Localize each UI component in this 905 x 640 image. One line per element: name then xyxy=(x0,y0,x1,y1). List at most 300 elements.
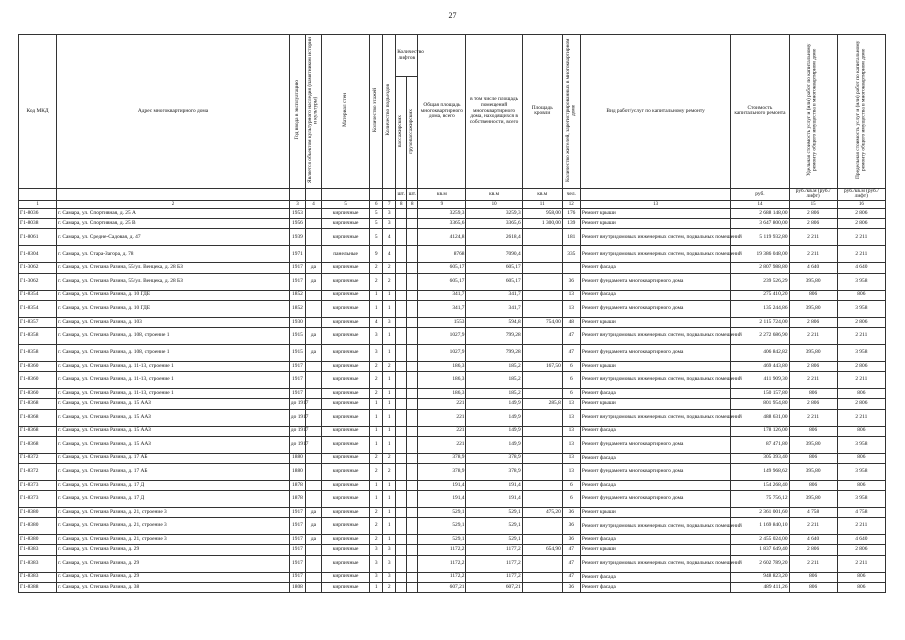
cell-own-area: 7090,4 xyxy=(466,246,522,263)
cell-max-cost: 2 806 xyxy=(837,361,885,371)
cell-heritage xyxy=(305,300,321,317)
cell-code: Г1-8373 xyxy=(19,480,57,490)
cell-total-area: 529,1 xyxy=(418,508,466,518)
cell-address: г. Самара, ул. Стара-Загора, д. 78 xyxy=(57,246,290,263)
table-body xyxy=(19,209,886,593)
cell-max-cost: 3 958 xyxy=(837,436,885,453)
cell-address: г. Самара, ул. Степана Разина, д. 17 Д xyxy=(57,480,290,490)
cell-roof-area xyxy=(522,426,562,436)
column-number: 12 xyxy=(562,201,580,209)
cell-lifts-pass xyxy=(396,361,407,371)
cell-own-area: 185,2 xyxy=(466,372,522,389)
units-row xyxy=(19,188,886,200)
cell-residents xyxy=(562,263,580,273)
cell-unit-cost: 2 806 xyxy=(789,317,837,327)
cell-entrances: 1 xyxy=(383,300,396,317)
cell-lifts-pass xyxy=(396,300,407,317)
cell-unit-cost: 2 806 xyxy=(789,399,837,409)
cell-heritage xyxy=(305,480,321,490)
cell-own-area: 1177,2 xyxy=(466,572,522,582)
cell-lifts-pass xyxy=(396,545,407,555)
unit-cell: руб./кв.м (руб./лифт) xyxy=(837,188,885,200)
cell-floors: 1 xyxy=(370,290,383,300)
cell-code: Г1-8380 xyxy=(19,535,57,545)
cell-heritage xyxy=(305,389,321,399)
cell-heritage xyxy=(305,463,321,480)
table-row xyxy=(19,327,886,344)
header-lifts-cargo: грузопассажирских xyxy=(408,108,415,154)
cell-own-area: 149,9 xyxy=(466,399,522,409)
table-row xyxy=(19,582,886,592)
cell-cost: 149 968,62 xyxy=(731,463,789,480)
cell-lifts-cargo xyxy=(407,555,418,572)
cell-address: г. Самара, ул. Степана Разина, д. 29 xyxy=(57,572,290,582)
table-row xyxy=(19,491,886,508)
cell-unit-cost: 2 211 xyxy=(789,518,837,535)
cell-floors: 3 xyxy=(370,545,383,555)
unit-cell xyxy=(322,188,370,200)
cell-floors: 1 xyxy=(370,426,383,436)
cell-floors: 2 xyxy=(370,508,383,518)
cell-heritage xyxy=(305,372,321,389)
cell-roof-area: 754,00 xyxy=(522,317,562,327)
cell-lifts-cargo xyxy=(407,582,418,592)
cell-lifts-cargo xyxy=(407,453,418,463)
cell-total-area: 221 xyxy=(418,426,466,436)
cell-heritage xyxy=(305,491,321,508)
cell-total-area: 1172,2 xyxy=(418,555,466,572)
cell-residents: 36 xyxy=(562,518,580,535)
unit-cell: шт. xyxy=(407,188,418,200)
column-number: 15 xyxy=(789,201,837,209)
cell-total-area: 8768 xyxy=(418,246,466,263)
cell-cost: 178 126,00 xyxy=(731,426,789,436)
cell-max-cost: 2 211 xyxy=(837,229,885,246)
cell-lifts-cargo xyxy=(407,209,418,219)
cell-residents: 13 xyxy=(562,436,580,453)
cell-floors: 5 xyxy=(370,229,383,246)
cell-heritage xyxy=(305,572,321,582)
cell-floors: 3 xyxy=(370,327,383,344)
cell-residents: 13 xyxy=(562,290,580,300)
table-row xyxy=(19,317,886,327)
cell-entrances: 1 xyxy=(383,389,396,399)
cell-heritage xyxy=(305,545,321,555)
cell-floors: 3 xyxy=(370,572,383,582)
cell-total-area: 1027,9 xyxy=(418,327,466,344)
cell-cost: 801 954,80 xyxy=(731,399,789,409)
cell-cost: 411 909,30 xyxy=(731,372,789,389)
cell-walls: кирпичные xyxy=(322,327,370,344)
cell-floors: 2 xyxy=(370,263,383,273)
cell-own-area: 594,8 xyxy=(466,317,522,327)
column-number: 10 xyxy=(466,201,522,209)
cell-cost: 2 272 686,90 xyxy=(731,327,789,344)
cell-residents: 47 xyxy=(562,327,580,344)
cell-total-area: 378,9 xyxy=(418,463,466,480)
cell-cost: 948 823,20 xyxy=(731,572,789,582)
cell-unit-cost: 806 xyxy=(789,582,837,592)
cell-walls: кирпичные xyxy=(322,372,370,389)
cell-code: Г1-3062 xyxy=(19,263,57,273)
cell-address: г. Самара, ул. Средне-Садовая, д. 47 xyxy=(57,229,290,246)
cell-work-type: Ремонт внутридомовых инженерных систем, подвальных помещений xyxy=(580,246,731,263)
cell-roof-area: 285,8 xyxy=(522,399,562,409)
cell-year: 1953 xyxy=(289,209,305,219)
cell-entrances: 1 xyxy=(383,327,396,344)
cell-walls: кирпичные xyxy=(322,409,370,426)
table-row xyxy=(19,426,886,436)
cell-code: Г1-8360 xyxy=(19,372,57,389)
cell-code: Г1-8354 xyxy=(19,290,57,300)
cell-year: 1915 xyxy=(289,327,305,344)
cell-year: 1917 xyxy=(289,508,305,518)
cell-work-type: Ремонт внутридомовых инженерных систем, подвальных помещений xyxy=(580,327,731,344)
cell-total-area: 3259,3 xyxy=(418,209,466,219)
cell-work-type: Ремонт фундамента многоквартирного дома xyxy=(580,463,731,480)
cell-total-area: 529,1 xyxy=(418,535,466,545)
cell-work-type: Ремонт крыши xyxy=(580,545,731,555)
cell-own-area: 2618,4 xyxy=(466,229,522,246)
column-number: 13 xyxy=(580,201,731,209)
cell-year: 1878 xyxy=(289,491,305,508)
cell-max-cost: 4 640 xyxy=(837,263,885,273)
cell-code: Г1-8358 xyxy=(19,327,57,344)
cell-lifts-pass xyxy=(396,344,407,361)
cell-own-area: 341,7 xyxy=(466,290,522,300)
unit-cell xyxy=(580,188,731,200)
cell-entrances: 1 xyxy=(383,290,396,300)
cell-lifts-pass xyxy=(396,327,407,344)
cell-floors: 1 xyxy=(370,491,383,508)
cell-max-cost: 806 xyxy=(837,389,885,399)
cell-entrances: 2 xyxy=(383,361,396,371)
cell-max-cost: 806 xyxy=(837,426,885,436)
cell-max-cost: 3 958 xyxy=(837,300,885,317)
cell-walls: кирпичные xyxy=(322,555,370,572)
header-own-area: в том числе площадь помещений многоквартирного дома, находящихся в собственности, всего xyxy=(466,35,522,189)
cell-code: Г1-8368 xyxy=(19,426,57,436)
header-address: Адрес многоквартирного дома xyxy=(57,35,290,189)
cell-cost: 2 361 001,60 xyxy=(731,508,789,518)
table-row xyxy=(19,389,886,399)
cell-year: 1917 xyxy=(289,372,305,389)
cell-entrances: 1 xyxy=(383,535,396,545)
cell-lifts-pass xyxy=(396,508,407,518)
cell-code: Г1-3062 xyxy=(19,273,57,290)
cell-lifts-cargo xyxy=(407,389,418,399)
column-number: 14 xyxy=(731,201,789,209)
cell-work-type: Ремонт крыши xyxy=(580,508,731,518)
cell-walls: кирпичные xyxy=(322,263,370,273)
cell-unit-cost: 395,80 xyxy=(789,344,837,361)
cell-roof-area xyxy=(522,453,562,463)
cell-roof-area xyxy=(522,480,562,490)
cell-heritage xyxy=(305,229,321,246)
cell-year: 1917 xyxy=(289,535,305,545)
cell-walls: кирпичные xyxy=(322,229,370,246)
cell-entrances: 3 xyxy=(383,317,396,327)
cell-walls: кирпичные xyxy=(322,219,370,229)
cell-heritage xyxy=(305,582,321,592)
cell-walls: кирпичные xyxy=(322,518,370,535)
cell-max-cost: 806 xyxy=(837,290,885,300)
cell-year: 1956 xyxy=(289,219,305,229)
cell-address: г. Самара, ул. Степана Разина, 55/ул. Венцека, д. 28 БЗ xyxy=(57,263,290,273)
unit-cell: чел. xyxy=(562,188,580,200)
cell-floors: 2 xyxy=(370,463,383,480)
cell-entrances: 3 xyxy=(383,555,396,572)
cell-max-cost: 806 xyxy=(837,453,885,463)
cell-heritage xyxy=(305,361,321,371)
cell-cost: 154 268,40 xyxy=(731,480,789,490)
cell-year: 1808 xyxy=(289,582,305,592)
cell-address: г. Самара, ул. Степана Разина, д. 11-13, строение 1 xyxy=(57,389,290,399)
cell-own-area: 341,7 xyxy=(466,300,522,317)
cell-total-area: 221 xyxy=(418,436,466,453)
cell-residents: 47 xyxy=(562,555,580,572)
cell-own-area: 149,9 xyxy=(466,426,522,436)
cell-cost: 19 386 048,00 xyxy=(731,246,789,263)
cell-heritage: да xyxy=(305,518,321,535)
cell-max-cost: 2 211 xyxy=(837,246,885,263)
cell-entrances: 1 xyxy=(383,480,396,490)
cell-max-cost: 2 211 xyxy=(837,409,885,426)
cell-unit-cost: 2 211 xyxy=(789,229,837,246)
cell-max-cost: 3 958 xyxy=(837,344,885,361)
cell-cost: 305 393,40 xyxy=(731,453,789,463)
cell-unit-cost: 2 211 xyxy=(789,327,837,344)
cell-unit-cost: 4 640 xyxy=(789,263,837,273)
cell-year: 1878 xyxy=(289,480,305,490)
cell-lifts-pass xyxy=(396,463,407,480)
unit-cell xyxy=(289,188,305,200)
table-row xyxy=(19,219,886,229)
cell-address: г. Самара, ул. Спортивная, д. 25 В xyxy=(57,219,290,229)
cell-floors: 3 xyxy=(370,555,383,572)
cell-address: г. Самара, ул. Степана Разина, 55/ул. Венцека, д. 28 БЗ xyxy=(57,273,290,290)
cell-entrances: 1 xyxy=(383,508,396,518)
cell-work-type: Ремонт крыши xyxy=(580,399,731,409)
table-row xyxy=(19,263,886,273)
table-row xyxy=(19,361,886,371)
column-number: 5 xyxy=(322,201,370,209)
cell-residents: 6 xyxy=(562,480,580,490)
cell-heritage xyxy=(305,219,321,229)
cell-unit-cost: 806 xyxy=(789,453,837,463)
cell-code: Г1-8380 xyxy=(19,518,57,535)
cell-roof-area xyxy=(522,263,562,273)
cell-heritage xyxy=(305,209,321,219)
cell-work-type: Ремонт фундамента многоквартирного дома xyxy=(580,436,731,453)
cell-floors: 1 xyxy=(370,436,383,453)
cell-lifts-pass xyxy=(396,426,407,436)
header-total-area: Общая площадь многоквартирного дома, всего xyxy=(418,35,466,189)
cell-work-type: Ремонт внутридомовых инженерных систем, подвальных помещений xyxy=(580,518,731,535)
column-number: 9 xyxy=(418,201,466,209)
cell-residents: 13 xyxy=(562,453,580,463)
cell-entrances: 2 xyxy=(383,263,396,273)
cell-cost: 489 411,26 xyxy=(731,582,789,592)
cell-roof-area xyxy=(522,572,562,582)
table-row xyxy=(19,480,886,490)
column-number: 11 xyxy=(522,201,562,209)
table-row xyxy=(19,453,886,463)
cell-roof-area xyxy=(522,344,562,361)
cell-residents: 13 xyxy=(562,426,580,436)
cell-walls: кирпичные xyxy=(322,463,370,480)
table-row xyxy=(19,344,886,361)
cell-lifts-cargo xyxy=(407,480,418,490)
cell-total-area: 605,17 xyxy=(418,263,466,273)
cell-own-area: 799,28 xyxy=(466,344,522,361)
cell-lifts-cargo xyxy=(407,535,418,545)
table-row xyxy=(19,290,886,300)
cell-address: г. Самара, ул. Степана Разина, д. 21, строение 3 xyxy=(57,518,290,535)
cell-total-area: 1553 xyxy=(418,317,466,327)
cell-roof-area xyxy=(522,463,562,480)
cell-roof-area xyxy=(522,535,562,545)
cell-cost: 5 119 932,80 xyxy=(731,229,789,246)
cell-heritage: да xyxy=(305,327,321,344)
cell-entrances: 2 xyxy=(383,273,396,290)
table-row xyxy=(19,209,886,219)
cell-address: г. Самара, ул. Степана Разина, д. 103 xyxy=(57,317,290,327)
cell-cost: 275 410,20 xyxy=(731,290,789,300)
cell-residents: 36 xyxy=(562,273,580,290)
cell-heritage xyxy=(305,317,321,327)
cell-address: г. Самара, ул. Степана Разина, д. 11-13, строение 1 xyxy=(57,372,290,389)
cell-walls: кирпичные xyxy=(322,344,370,361)
cell-code: Г1-8388 xyxy=(19,582,57,592)
cell-unit-cost: 2 806 xyxy=(789,209,837,219)
cell-entrances: 1 xyxy=(383,426,396,436)
cell-total-area: 1172,2 xyxy=(418,545,466,555)
header-cost: Стоимость капитального ремонта xyxy=(731,35,789,189)
cell-cost: 2 688 148,00 xyxy=(731,209,789,219)
cell-code: Г1-8061 xyxy=(19,229,57,246)
cell-residents: 13 xyxy=(562,463,580,480)
header-unit-cost: Удельная стоимость услуг и (или) работ по капитальному ремонту общего имущества в многоквартирном доме xyxy=(806,43,819,177)
cell-code: Г1-8383 xyxy=(19,572,57,582)
cell-address: г. Самара, ул. Степана Разина, д. 15 ААЗ xyxy=(57,409,290,426)
cell-own-area: 1177,2 xyxy=(466,555,522,572)
cell-cost: 469 443,80 xyxy=(731,361,789,371)
cell-residents: 6 xyxy=(562,361,580,371)
cell-total-area: 191,4 xyxy=(418,480,466,490)
cell-code: Г1-8383 xyxy=(19,555,57,572)
cell-entrances: 4 xyxy=(383,246,396,263)
cell-walls: кирпичные xyxy=(322,300,370,317)
cell-year: 1917 xyxy=(289,518,305,535)
cell-max-cost: 4 640 xyxy=(837,535,885,545)
cell-floors: 2 xyxy=(370,453,383,463)
cell-year: 1917 xyxy=(289,572,305,582)
cell-heritage: да xyxy=(305,263,321,273)
cell-code: Г1-8368 xyxy=(19,436,57,453)
column-number: 8 xyxy=(407,201,418,209)
cell-year: 1880 xyxy=(289,463,305,480)
cell-roof-area xyxy=(522,246,562,263)
cell-lifts-pass xyxy=(396,229,407,246)
cell-residents: 6 xyxy=(562,389,580,399)
cell-work-type: Ремонт крыши xyxy=(580,361,731,371)
cell-year: до 1917 xyxy=(289,426,305,436)
cell-code: Г1-8038 xyxy=(19,219,57,229)
cell-year: 1917 xyxy=(289,273,305,290)
cell-walls: кирпичные xyxy=(322,491,370,508)
cell-own-area: 529,1 xyxy=(466,508,522,518)
cell-lifts-cargo xyxy=(407,518,418,535)
cell-walls: кирпичные xyxy=(322,480,370,490)
cell-entrances: 1 xyxy=(383,399,396,409)
cell-entrances: 3 xyxy=(383,545,396,555)
cell-year: 1917 xyxy=(289,389,305,399)
cell-own-area: 1177,2 xyxy=(466,545,522,555)
cell-address: г. Самара, ул. Степана Разина, д. 29 xyxy=(57,545,290,555)
cell-walls: кирпичные xyxy=(322,572,370,582)
cell-floors: 2 xyxy=(370,372,383,389)
cell-cost: 135 244,86 xyxy=(731,300,789,317)
cell-year: 1880 xyxy=(289,453,305,463)
cell-own-area: 149,9 xyxy=(466,409,522,426)
cell-cost: 87 471,80 xyxy=(731,436,789,453)
cell-roof-area xyxy=(522,273,562,290)
cell-work-type: Ремонт внутридомовых инженерных систем, подвальных помещений xyxy=(580,372,731,389)
cell-work-type: Ремонт фундамента многоквартирного дома xyxy=(580,491,731,508)
cell-own-area: 3259,3 xyxy=(466,209,522,219)
cell-heritage xyxy=(305,290,321,300)
cell-lifts-pass xyxy=(396,246,407,263)
cell-lifts-pass xyxy=(396,273,407,290)
cell-address: г. Самара, ул. Степана Разина, д. 15 ААЗ xyxy=(57,436,290,453)
cell-max-cost: 2 211 xyxy=(837,555,885,572)
cell-unit-cost: 806 xyxy=(789,572,837,582)
cell-work-type: Ремонт крыши xyxy=(580,209,731,219)
cell-lifts-cargo xyxy=(407,409,418,426)
table-row xyxy=(19,372,886,389)
cell-entrances: 1 xyxy=(383,491,396,508)
cell-work-type: Ремонт фундамента многоквартирного дома xyxy=(580,344,731,361)
cell-address: г. Самара, ул. Степана Разина, д. 17 АБ xyxy=(57,463,290,480)
cell-floors: 3 xyxy=(370,344,383,361)
cell-residents: 181 xyxy=(562,229,580,246)
cell-unit-cost: 806 xyxy=(789,426,837,436)
cell-address: г. Самара, ул. Степана Разина, д. 29 xyxy=(57,555,290,572)
cell-year: до 1917 xyxy=(289,409,305,426)
header-year: Год ввода в эксплуатацию xyxy=(293,80,300,140)
cell-heritage: да xyxy=(305,273,321,290)
unit-cell xyxy=(370,188,383,200)
header-max-cost: Предельная стоимость услуг и (или) работ по капитальному ремонту общего имущества в многоквартирном доме xyxy=(854,40,867,180)
cell-walls: панельные xyxy=(322,246,370,263)
cell-lifts-pass xyxy=(396,219,407,229)
cell-lifts-pass xyxy=(396,399,407,409)
cell-lifts-cargo xyxy=(407,436,418,453)
cell-total-area: 4124,8 xyxy=(418,229,466,246)
unit-cell xyxy=(19,188,57,200)
column-number: 4 xyxy=(305,201,321,209)
unit-cell: кв.м xyxy=(522,188,562,200)
cell-year: 1971 xyxy=(289,246,305,263)
cell-floors: 2 xyxy=(370,273,383,290)
cell-work-type: Ремонт фасада xyxy=(580,426,731,436)
cell-unit-cost: 2 211 xyxy=(789,246,837,263)
cell-lifts-pass xyxy=(396,453,407,463)
cell-max-cost: 4 758 xyxy=(837,508,885,518)
cell-lifts-pass xyxy=(396,555,407,572)
cell-roof-area: 1 300,00 xyxy=(522,219,562,229)
